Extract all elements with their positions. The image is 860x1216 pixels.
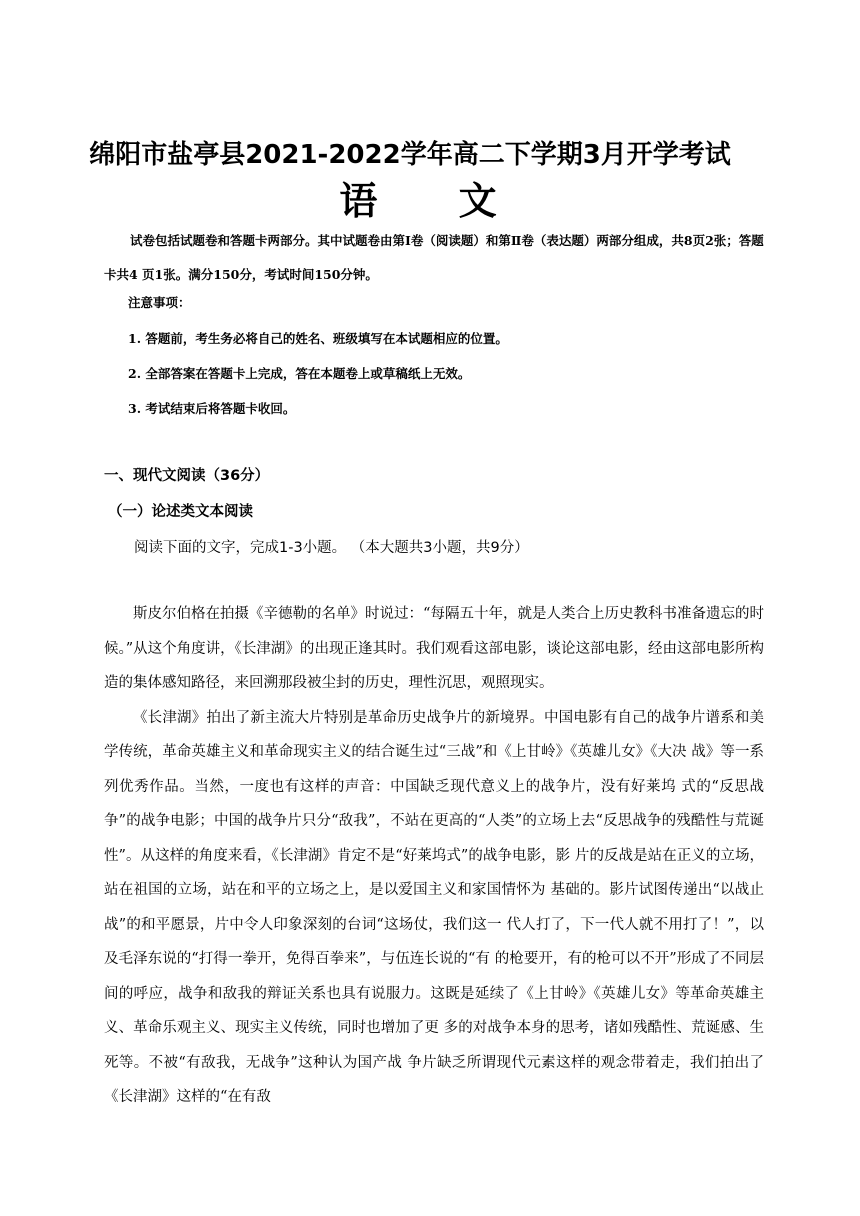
notice-item-1: 1. 答题前，考生务必将自己的姓名、班级填写在本试题相应的位置。 bbox=[128, 331, 508, 346]
notice-heading: 注意事项： bbox=[128, 295, 191, 310]
passage-paragraph-2: 《长津湖》拍出了新主流大片特别是革命历史战争片的新境界。中国电影有自己的战争片谱系和美学传统，革命英雄主义和革命现实主义的结合诞生过“三战”和《上甘岭》《英雄儿女》《大决 战》等一系列优秀作品。当然，一度也有这样的声音：中国缺乏现代意义上的战争片，没有好莱坞 式的“反思战争”的战争电影；中国的战争片只分“敌我”，不站在更高的“人类”的立场上去“反思战争的残酷性与荒诞性”。从这样的角度来看，《长津湖》肯定不是“好莱坞式”的战争电影，影 片的反战是站在正义的立场，站在祖国的立场，站在和平的立场之上，是以爱国主义和家国情怀为 基础的。影片试图传递出“以战止战”的和平愿景，片中令人印象深刻的台词“这场仗，我们这一 代人打了，下一代人就不用打了！”，以及毛泽东说的“打得一拳开，免得百拳来”，与伍连长说的“有 的枪要开，有的枪可以不开”形成了不同层间的呼应，战争和敌我的辩证关系也具有说服力。这既是延续了《上甘岭》《英雄儿女》等革命英雄主义、革命乐观主义、现实主义传统，同时也增加了更 多的对战争本身的思考，诸如残酷性、荒诞感、生死等。不被“有敌我，无战争”这种认为国产战 争片缺乏所谓现代元素这样的观念带着走，我们拍出了《长津湖》这样的“在有敌 bbox=[104, 709, 764, 1105]
reading-instruction: 阅读下面的文字，完成1-3小题。 （本大题共3小题，共9分） bbox=[134, 540, 529, 556]
exam-intro: 试卷包括试题卷和答题卡两部分。其中试题卷由第Ⅰ卷（阅读题）和第Ⅱ卷（表达题）两部分组成，共8页2张；答题卡共4 页1张。满分150分，考试时间150分钟。 bbox=[104, 233, 764, 282]
reading-passage bbox=[104, 597, 764, 1115]
exam-title: 绵阳市盐亭县2021-2022学年高二下学期3月开学考试 bbox=[89, 140, 731, 170]
section-heading: 一、现代文阅读（36分） bbox=[104, 468, 270, 484]
passage-paragraph-1: 斯皮尔伯格在拍摄《辛德勒的名单》时说过：“每隔五十年，就是人类合上历史教科书准备遗忘的时候。”从这个角度讲，《长津湖》的出现正逢其时。我们观看这部电影，谈论这部电影，经由这部电影所构造的集体感知路径，来回溯那段被尘封的历史，理性沉思，观照现实。 bbox=[104, 606, 764, 691]
notice-item-2: 2. 全部答案在答题卡上完成，答在本题卷上或草稿纸上无效。 bbox=[128, 366, 471, 381]
notice-item-3: 3. 考试结束后将答题卡收回。 bbox=[128, 401, 296, 416]
subject-title: 语 文 bbox=[339, 179, 531, 223]
subsection-heading: （一）论述类文本阅读 bbox=[108, 504, 253, 520]
